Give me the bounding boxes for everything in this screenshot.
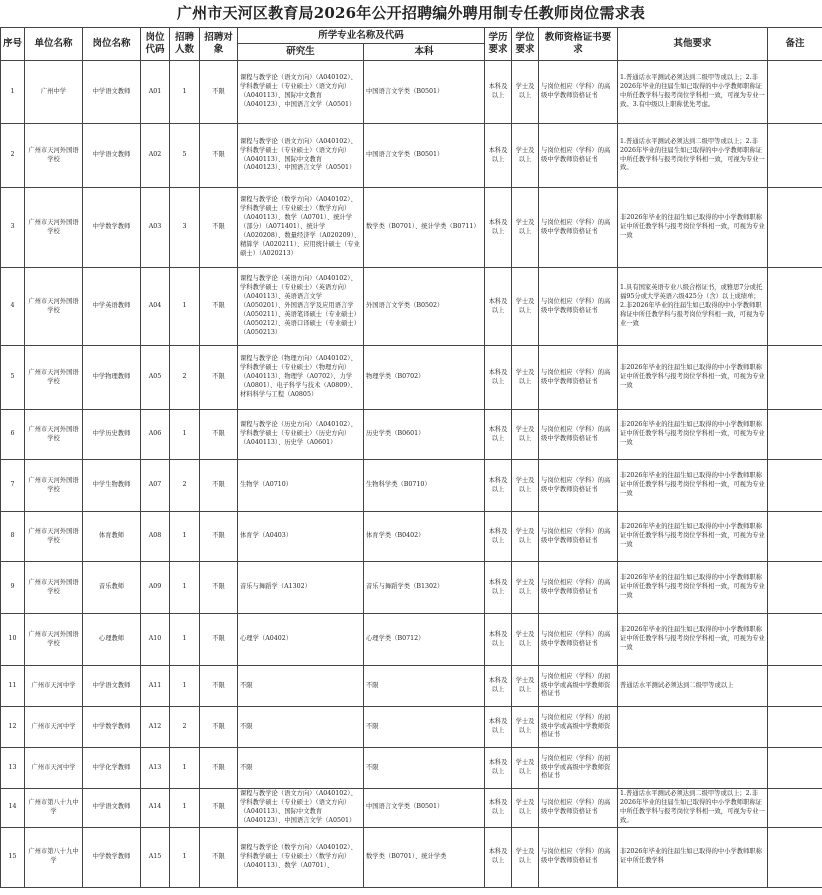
cell-degree: 学士及以上 (512, 124, 539, 188)
cell-seq: 15 (1, 827, 25, 887)
cell-target: 不限 (200, 268, 238, 346)
cell-ug: 数学类（B0701）、统计学类 (364, 827, 485, 887)
table-row (1, 346, 822, 410)
cell-target: 不限 (200, 827, 238, 887)
cell-grad: 心理学（A0402） (238, 614, 364, 666)
cell-other: 非2026年毕业的往届生如已取得的中小学教师职称证中所任教学科与报考岗位学科相一致，可视为专业一致 (618, 614, 768, 666)
cell-grad: 课程与教学论（数学方向）（A040102）、学科教学硕士（专业硕士）（数学方向）（A040113）、数学（A0701）、 (238, 827, 364, 887)
table-row (1, 410, 822, 460)
cell-other: 非2026年毕业的往届生如已取得的中小学教师职称证中所任教学科与报考岗位学科相一致，可视为专业一致 (618, 410, 768, 460)
cell-ug: 生物科学类（B0710） (364, 460, 485, 512)
table-row (1, 614, 822, 666)
cell-target: 不限 (200, 346, 238, 410)
cell-note (768, 666, 822, 707)
cell-code: A10 (141, 614, 170, 666)
cell-edu: 本科及以上 (485, 562, 512, 614)
table-row (1, 512, 822, 562)
cell-other: 1.具有国家英语专业八级合格证书，或雅思7分或托福95分或大学英语六级425分（含）以上成绩单；2.非2026年毕业的往届生如已取得的中小学教师职称证中所任教学科与报考岗位学科相一致，可视为专业一致 (618, 268, 768, 346)
cell-code: A07 (141, 460, 170, 512)
header-degree: 学位要求 (512, 28, 539, 61)
cell-seq: 6 (1, 410, 25, 460)
cell-target: 不限 (200, 512, 238, 562)
cell-degree: 学士及以上 (512, 410, 539, 460)
cell-other: 1.普通话水平测试必须达到二级甲等或以上；2.非2026年毕业的往届生如已取得的中小学教师职称证中所任教学科与报考岗位学科相一致，可视为专业一致。 (618, 124, 768, 188)
cell-ug: 中国语言文学类（B0501） (364, 61, 485, 124)
cell-edu: 本科及以上 (485, 827, 512, 887)
cell-edu: 本科及以上 (485, 460, 512, 512)
cell-edu: 本科及以上 (485, 789, 512, 828)
cell-note (768, 789, 822, 828)
cell-note (768, 188, 822, 268)
cell-grad: 课程与教学论（语文方向）（A040102）、学科教学硕士（专业硕士）（语文方向）（A040113）、国际中文教育（A040123）、中国语言文学（A0501） (238, 789, 364, 828)
header-count: 招聘人数 (170, 28, 200, 61)
cell-count: 1 (170, 410, 200, 460)
cell-note (768, 124, 822, 188)
cell-unit: 广州市天河外国语学校 (25, 460, 83, 512)
cell-seq: 12 (1, 707, 25, 748)
cell-cert: 与岗位相应（学科）的高级中学教师资格证书 (539, 460, 618, 512)
cell-other: 非2026年毕业的往届生如已取得的中小学教师职称证中所任教学科与报考岗位学科相一致，可视为专业一致 (618, 562, 768, 614)
cell-note (768, 562, 822, 614)
cell-code: A15 (141, 827, 170, 887)
table-row (1, 789, 822, 828)
cell-code: A12 (141, 707, 170, 748)
cell-post: 中学语文教师 (83, 124, 141, 188)
cell-post: 中学语文教师 (83, 789, 141, 828)
cell-seq: 14 (1, 789, 25, 828)
cell-unit: 广州市天河外国语学校 (25, 410, 83, 460)
cell-note (768, 61, 822, 124)
cell-cert: 与岗位相应（学科）的初级中学或高级中学教师资格证书 (539, 748, 618, 789)
cell-count: 1 (170, 614, 200, 666)
cell-edu: 本科及以上 (485, 410, 512, 460)
cell-note (768, 268, 822, 346)
cell-count: 1 (170, 61, 200, 124)
cell-grad: 课程与教学论（物理方向）（A040102）、学科教学硕士（专业硕士）（物理方向）（A040113）、物理学（A0702）、力学（A0801）、电子科学与技术（A0809）、材料科学与工程（A0805） (238, 346, 364, 410)
header-row-1 (1, 28, 822, 44)
cell-note (768, 827, 822, 887)
cell-seq: 4 (1, 268, 25, 346)
table-row (1, 268, 822, 346)
cell-post: 中学数学教师 (83, 188, 141, 268)
cell-other: 非2026年毕业的往届生如已取得的中小学教师职称证中所任教学科与报考岗位学科相一致，可视为专业一致 (618, 512, 768, 562)
header-cert: 教师资格证书要求 (539, 28, 618, 61)
cell-cert: 与岗位相应（学科）的高级中学教师资格证书 (539, 614, 618, 666)
cell-note (768, 707, 822, 748)
cell-other: 非2026年毕业的往届生如已取得的中小学教师职称证中所任教学科 (618, 827, 768, 887)
cell-ug: 物理学类（B0702） (364, 346, 485, 410)
cell-post: 中学数学教师 (83, 827, 141, 887)
table-row (1, 61, 822, 124)
cell-cert: 与岗位相应（学科）的高级中学教师资格证书 (539, 346, 618, 410)
cell-target: 不限 (200, 124, 238, 188)
cell-unit: 广州市天河中学 (25, 707, 83, 748)
cell-cert: 与岗位相应（学科）的高级中学教师资格证书 (539, 827, 618, 887)
cell-degree: 学士及以上 (512, 61, 539, 124)
table-row (1, 748, 822, 789)
cell-grad: 课程与教学论（语文方向）（A040102）、学科教学硕士（专业硕士）（语文方向）（A040113）、国际中文教育（A040123）、中国语言文学（A0501） (238, 124, 364, 188)
cell-degree: 学士及以上 (512, 827, 539, 887)
cell-post: 体育教师 (83, 512, 141, 562)
cell-degree: 学士及以上 (512, 789, 539, 828)
cell-grad: 体育学（A0403） (238, 512, 364, 562)
cell-edu: 本科及以上 (485, 707, 512, 748)
cell-note (768, 346, 822, 410)
cell-count: 2 (170, 707, 200, 748)
header-unit: 单位名称 (25, 28, 83, 61)
cell-unit: 广州市天河外国语学校 (25, 124, 83, 188)
cell-edu: 本科及以上 (485, 512, 512, 562)
cell-edu: 本科及以上 (485, 614, 512, 666)
cell-unit: 广州市第八十九中学 (25, 827, 83, 887)
cell-code: A14 (141, 789, 170, 828)
header-other: 其他要求 (618, 28, 768, 61)
cell-count: 1 (170, 268, 200, 346)
cell-target: 不限 (200, 789, 238, 828)
cell-code: A05 (141, 346, 170, 410)
cell-target: 不限 (200, 614, 238, 666)
cell-post: 中学数学教师 (83, 707, 141, 748)
cell-cert: 与岗位相应（学科）的初级中学或高级中学教师资格证书 (539, 666, 618, 707)
cell-degree: 学士及以上 (512, 562, 539, 614)
cell-cert: 与岗位相应（学科）的初级中学或高级中学教师资格证书 (539, 707, 618, 748)
cell-count: 1 (170, 562, 200, 614)
cell-unit: 广州市天河外国语学校 (25, 512, 83, 562)
cell-unit: 广州市天河外国语学校 (25, 188, 83, 268)
cell-code: A13 (141, 748, 170, 789)
header-post: 岗位名称 (83, 28, 141, 61)
table-row (1, 827, 822, 887)
header-target: 招聘对象 (200, 28, 238, 61)
cell-other: 1.普通话水平测试必须达到二级甲等或以上；2.非2026年毕业的往届生如已取得的中小学教师职称证中所任教学科与报考岗位学科相一致，可视为专业一致。3.有中级以上职称优先考虑。 (618, 61, 768, 124)
cell-post: 心理教师 (83, 614, 141, 666)
cell-post: 中学语文教师 (83, 666, 141, 707)
cell-ug: 不限 (364, 666, 485, 707)
cell-code: A08 (141, 512, 170, 562)
cell-ug: 中国语言文学类（B0501） (364, 124, 485, 188)
cell-seq: 10 (1, 614, 25, 666)
cell-unit: 广州市第八十九中学 (25, 789, 83, 828)
cell-target: 不限 (200, 666, 238, 707)
cell-code: A06 (141, 410, 170, 460)
cell-grad: 不限 (238, 707, 364, 748)
cell-edu: 本科及以上 (485, 268, 512, 346)
cell-post: 中学化学教师 (83, 748, 141, 789)
cell-code: A11 (141, 666, 170, 707)
header-note: 备注 (768, 28, 822, 61)
cell-seq: 1 (1, 61, 25, 124)
page-title: 广州市天河区教育局2026年公开招聘编外聘用制专任教师岗位需求表 (176, 4, 646, 22)
cell-ug: 数学类（B0701）、统计学类（B0711） (364, 188, 485, 268)
cell-other: 非2026年毕业的往届生如已取得的中小学教师职称证中所任教学科与报考岗位学科相一致，可视为专业一致 (618, 188, 768, 268)
cell-unit: 广州市天河外国语学校 (25, 614, 83, 666)
cell-count: 1 (170, 666, 200, 707)
cell-target: 不限 (200, 748, 238, 789)
cell-post: 中学历史教师 (83, 410, 141, 460)
cell-cert: 与岗位相应（学科）的高级中学教师资格证书 (539, 124, 618, 188)
cell-cert: 与岗位相应（学科）的高级中学教师资格证书 (539, 789, 618, 828)
header-major: 所学专业名称及代码 (238, 28, 485, 44)
cell-code: A09 (141, 562, 170, 614)
cell-post: 中学生物教师 (83, 460, 141, 512)
header-edu: 学历要求 (485, 28, 512, 61)
cell-count: 3 (170, 188, 200, 268)
cell-seq: 13 (1, 748, 25, 789)
cell-other: 非2026年毕业的往届生如已取得的中小学教师职称证中所任教学科与报考岗位学科相一致，可视为专业一致 (618, 460, 768, 512)
cell-other (618, 748, 768, 789)
cell-cert: 与岗位相应（学科）的高级中学教师资格证书 (539, 268, 618, 346)
cell-grad: 课程与教学论（历史方向）（A040102）、学科教学硕士（专业硕士）（历史方向）（A040113）、历史学（A0601） (238, 410, 364, 460)
cell-other: 普通话水平测试必须达到二级甲等或以上 (618, 666, 768, 707)
cell-post: 中学物理教师 (83, 346, 141, 410)
cell-edu: 本科及以上 (485, 346, 512, 410)
cell-ug: 中国语言文学类（B0501） (364, 789, 485, 828)
cell-grad: 音乐与舞蹈学（A1302） (238, 562, 364, 614)
cell-unit: 广州市天河外国语学校 (25, 562, 83, 614)
cell-count: 2 (170, 460, 200, 512)
cell-count: 1 (170, 827, 200, 887)
header-code: 岗位代码 (141, 28, 170, 61)
cell-grad: 课程与教学论（数学方向）（A040102）、学科教学硕士（专业硕士）（数学方向）（A040113）、数学（A0701）、统计学（部分）（A071401）、统计学（A020208）、数量经济学（A020209）、精算学（A020211）、应用统计硕士（专业硕士）（A020213） (238, 188, 364, 268)
cell-post: 音乐教师 (83, 562, 141, 614)
cell-grad: 课程与教学论（英语方向）（A040102）、学科教学硕士（专业硕士）（英语方向）（A040113）、英语语言文学（A050201）、外国语言学及应用语言学（A050211）、英语笔译硕士（专业硕士）（A050212）、英语口译硕士（专业硕士）（A050213） (238, 268, 364, 346)
cell-unit: 广州市天河外国语学校 (25, 346, 83, 410)
table-row (1, 562, 822, 614)
cell-cert: 与岗位相应（学科）的高级中学教师资格证书 (539, 512, 618, 562)
cell-degree: 学士及以上 (512, 512, 539, 562)
cell-note (768, 512, 822, 562)
cell-degree: 学士及以上 (512, 188, 539, 268)
cell-ug: 不限 (364, 707, 485, 748)
cell-degree: 学士及以上 (512, 748, 539, 789)
cell-edu: 本科及以上 (485, 61, 512, 124)
cell-code: A01 (141, 61, 170, 124)
cell-cert: 与岗位相应（学科）的高级中学教师资格证书 (539, 410, 618, 460)
cell-seq: 5 (1, 346, 25, 410)
header-grad: 研究生 (238, 44, 364, 61)
cell-grad: 生物学（A0710） (238, 460, 364, 512)
cell-edu: 本科及以上 (485, 188, 512, 268)
table-row (1, 460, 822, 512)
cell-count: 5 (170, 124, 200, 188)
cell-other (618, 707, 768, 748)
cell-code: A04 (141, 268, 170, 346)
cell-other: 1.普通话水平测试必须达到二级甲等或以上；2.非2026年毕业的往届生如已取得的中小学教师职称证中所任教学科与报考岗位学科相一致，可视为专业一致。 (618, 789, 768, 828)
cell-unit: 广州中学 (25, 61, 83, 124)
cell-target: 不限 (200, 707, 238, 748)
cell-seq: 7 (1, 460, 25, 512)
cell-ug: 不限 (364, 748, 485, 789)
cell-post: 中学英语教师 (83, 268, 141, 346)
cell-target: 不限 (200, 188, 238, 268)
cell-count: 1 (170, 748, 200, 789)
cell-seq: 3 (1, 188, 25, 268)
cell-degree: 学士及以上 (512, 460, 539, 512)
cell-degree: 学士及以上 (512, 346, 539, 410)
cell-cert: 与岗位相应（学科）的高级中学教师资格证书 (539, 61, 618, 124)
cell-degree: 学士及以上 (512, 707, 539, 748)
cell-degree: 学士及以上 (512, 666, 539, 707)
cell-degree: 学士及以上 (512, 268, 539, 346)
cell-unit: 广州市天河外国语学校 (25, 268, 83, 346)
cell-grad: 课程与教学论（语文方向）（A040102）、学科教学硕士（专业硕士）（语文方向）（A040113）、国际中文教育（A040123）、中国语言文学（A0501） (238, 61, 364, 124)
header-seq: 序号 (1, 28, 25, 61)
cell-ug: 音乐与舞蹈学类（B1302） (364, 562, 485, 614)
table-row (1, 188, 822, 268)
cell-seq: 11 (1, 666, 25, 707)
cell-unit: 广州市天河中学 (25, 748, 83, 789)
cell-ug: 心理学类（B0712） (364, 614, 485, 666)
cell-seq: 8 (1, 512, 25, 562)
cell-note (768, 460, 822, 512)
cell-target: 不限 (200, 460, 238, 512)
cell-target: 不限 (200, 562, 238, 614)
cell-cert: 与岗位相应（学科）的高级中学教师资格证书 (539, 562, 618, 614)
cell-seq: 9 (1, 562, 25, 614)
cell-target: 不限 (200, 61, 238, 124)
table-body (1, 61, 822, 888)
cell-degree: 学士及以上 (512, 614, 539, 666)
cell-edu: 本科及以上 (485, 666, 512, 707)
cell-ug: 外国语言文学类（B0502） (364, 268, 485, 346)
table-row (1, 707, 822, 748)
cell-note (768, 748, 822, 789)
cell-grad: 不限 (238, 666, 364, 707)
cell-edu: 本科及以上 (485, 748, 512, 789)
table-row (1, 124, 822, 188)
header-undergrad: 本科 (364, 44, 485, 61)
job-requirements-table (0, 27, 822, 888)
cell-count: 1 (170, 789, 200, 828)
cell-count: 1 (170, 512, 200, 562)
cell-target: 不限 (200, 410, 238, 460)
cell-count: 2 (170, 346, 200, 410)
cell-unit: 广州市天河中学 (25, 666, 83, 707)
cell-post: 中学语文教师 (83, 61, 141, 124)
cell-edu: 本科及以上 (485, 124, 512, 188)
cell-note (768, 614, 822, 666)
table-row (1, 666, 822, 707)
cell-cert: 与岗位相应（学科）的高级中学教师资格证书 (539, 188, 618, 268)
cell-ug: 体育学类（B0402） (364, 512, 485, 562)
cell-other: 非2026年毕业的往届生如已取得的中小学教师职称证中所任教学科与报考岗位学科相一致，可视为专业一致 (618, 346, 768, 410)
cell-code: A03 (141, 188, 170, 268)
cell-seq: 2 (1, 124, 25, 188)
cell-ug: 历史学类（B0601） (364, 410, 485, 460)
cell-grad: 不限 (238, 748, 364, 789)
cell-code: A02 (141, 124, 170, 188)
cell-note (768, 410, 822, 460)
